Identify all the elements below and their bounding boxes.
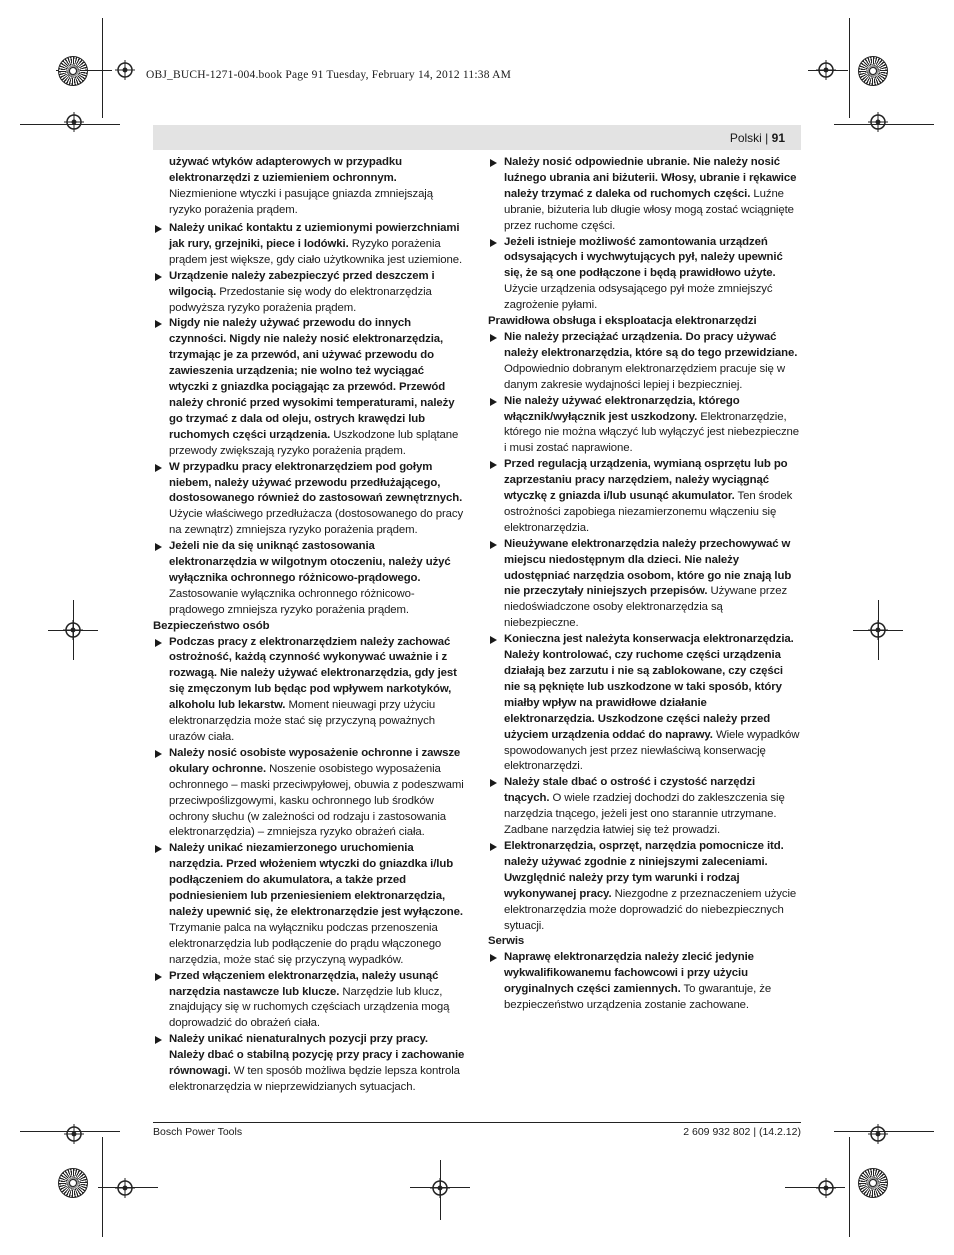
footer-rule bbox=[153, 1122, 801, 1123]
registration-disc-icon bbox=[858, 56, 888, 86]
list-item bbox=[153, 221, 465, 269]
bullet-triangle-icon bbox=[490, 239, 497, 247]
section-heading: Serwis bbox=[488, 935, 525, 948]
item-body-text: Niezmienione wtyczki i pasujące gniazda zmniejszają ryzyko porażenia prądem. bbox=[169, 187, 433, 216]
header-separator: | bbox=[761, 131, 772, 145]
registration-disc-icon bbox=[858, 1168, 888, 1198]
list-item bbox=[488, 394, 800, 458]
list-item bbox=[153, 841, 465, 968]
crosshair-icon bbox=[868, 112, 888, 132]
item-body-text: Trzymanie palca na wyłączniku podczas przenoszenia elektronarzędzia lub podłączenie do prądu włączonego narzędzia, może stać się przyczyną wypadków. bbox=[169, 921, 442, 966]
item-bold-text: Należy stale dbać o ostrość i czystość narzędzi tnących. bbox=[504, 776, 756, 805]
item-body-text: Wiele wypadków spowodowanych jest przez niewłaściwą konserwację elektronarzędzi. bbox=[504, 728, 800, 773]
item-bold-text: Urządzenie należy zabezpieczyć przed deszczem i wilgocią. bbox=[169, 269, 435, 298]
list-item bbox=[153, 635, 465, 746]
header-language: Polski bbox=[729, 131, 762, 145]
crosshair-icon bbox=[115, 1178, 135, 1198]
right-column bbox=[488, 155, 800, 1014]
registration-disc-icon bbox=[58, 1168, 88, 1198]
registration-disc-icon bbox=[58, 56, 88, 86]
item-bold-text: Nigdy nie należy używać przewodu do innych czynności. Nigdy nie należy nosić elektronarzędzia, trzymając je za przewód, ani używać przewodu do zawieszenia urządzenia; nie wolno też wyciągać wtyczki z gniazdka pociągając za przewód. Przewód należy chronić przed wysokimi temperaturami, należy go trzymać z dala od oleju, ostrych krawędzi lub ruchomych części urządzenia. bbox=[169, 317, 455, 441]
crosshair-icon bbox=[64, 1124, 84, 1144]
item-bold-text: Nie należy przeciążać urządzenia. Do pracy używać należy elektronarzędzia, które są do tego przewidziane. bbox=[504, 330, 798, 359]
crosshair-icon bbox=[64, 112, 84, 132]
item-bold-text: Przed regulacją urządzenia, wymianą osprzętu lub po zaprzestaniu pracy narzędziem, należy wyciągnąć wtyczkę z gniazda i/lub usunąć akumulator. bbox=[504, 458, 788, 503]
item-body-text: Użycie urządzenia odsysającego pył może zmniejszyć zagrożenie pyłami. bbox=[504, 283, 773, 312]
list-item bbox=[153, 269, 465, 317]
crosshair-icon bbox=[430, 1178, 450, 1198]
footer-doc-number: 2 609 932 802 | (14.2.12) bbox=[683, 1126, 801, 1138]
item-bold-text: W przypadku pracy elektronarzędziem pod gołym niebem, należy używać przewodu przedłużającego, dostosowanego również do zastosowań zewnętrznych. bbox=[169, 460, 463, 505]
bullet-triangle-icon bbox=[490, 636, 497, 644]
bullet-triangle-icon bbox=[155, 273, 162, 281]
item-body-text: Ten środek ostrożności zapobiega niezamierzonemu włączeniu się elektronarzędzia. bbox=[504, 490, 793, 534]
item-bold-text: Nie należy używać elektronarzędzia, którego włącznik/wyłącznik jest uszkodzony. bbox=[504, 394, 740, 423]
list-item bbox=[488, 330, 800, 394]
item-body-text: Uszkodzone lub splątane przewody zwiększają ryzyko porażenia prądem. bbox=[169, 428, 459, 457]
list-item bbox=[153, 969, 465, 1033]
item-body-text: O wiele rzadziej dochodzi do zakleszczenia się narzędzia tnącego, jeżeli jest ono starannie utrzymane. Zadbane narzędzia łatwiej się też prowadzi. bbox=[504, 792, 785, 837]
item-bold-text: Nieużywane elektronarzędzia należy przechowywać w miejscu niedostępnym dla dzieci. Nie należy udostępniać narzędzia osobom, które go nie znają lub nie przeczytały niniejszych przepisów. bbox=[504, 537, 792, 598]
page-header bbox=[153, 125, 801, 150]
item-bold-text: używać wtyków adapterowych w przypadku elektronarzędzi z uziemieniem ochronnym. bbox=[169, 156, 402, 184]
left-column bbox=[153, 155, 465, 1096]
item-body-text: Elektronarzędzie, którego nie można włączyć lub wyłączyć jest niebezpieczne i musi zostać naprawione. bbox=[504, 410, 800, 455]
print-slug: OBJ_BUCH-1271-004.book Page 91 Tuesday, February 14, 2012 11:38 AM bbox=[146, 69, 512, 81]
bullet-triangle-icon bbox=[490, 398, 497, 406]
page-number: 91 bbox=[771, 131, 785, 145]
item-body-text: Luźne ubranie, biżuteria lub długie włosy mogą zostać wciągnięte przez ruchome części. bbox=[504, 187, 794, 232]
item-bold-text: Podczas pracy z elektronarzędziem należy zachować ostrożność, każdą czynność wykonywać uważnie i z rozwagą. Nie należy używać elektronarzędzia, gdy jest się zmęczonym lub będąc pod wpływem narkotyków, alkoholu lub lekarstw. bbox=[169, 635, 457, 712]
list-item bbox=[488, 537, 800, 632]
list-item bbox=[488, 457, 800, 537]
item-bold-text: Elektronarzędzia, osprzęt, narzędzia pomocnicze itd. należy używać zgodnie z niniejszymi zaleceniami. Uwzględnić należy przy tym warunki i rodzaj wykonywanej pracy. bbox=[504, 839, 784, 900]
item-body-text: Używane przez niedoświadczone osoby elektronarzędzia są niebezpieczne. bbox=[504, 585, 788, 630]
bullet-triangle-icon bbox=[155, 750, 162, 758]
item-bold-text: Należy unikać kontaktu z uziemionymi powierzchniami jak rury, grzejniki, piece i lodówki. bbox=[169, 222, 460, 250]
crosshair-icon bbox=[868, 620, 888, 640]
item-body-text: Narzędzie lub klucz, znajdujący się w ruchomych częściach urządzenia mogą doprowadzić do obrażeń ciała. bbox=[169, 985, 450, 1030]
list-item bbox=[488, 775, 800, 839]
crosshair-icon bbox=[115, 60, 135, 80]
item-bold-text: Należy unikać nienaturalnych pozycji przy pracy. Należy dbać o stabilną pozycję przy pracy i zachowanie równowagi. bbox=[169, 1033, 465, 1078]
item-body-text: Przedostanie się wody do elektronarzędzia podwyższa ryzyko porażenia prądem. bbox=[169, 285, 432, 314]
item-bold-text: Należy nosić osobiste wyposażenie ochronne i zawsze okulary ochronne. bbox=[169, 746, 461, 775]
crosshair-icon bbox=[868, 1124, 888, 1144]
crosshair-icon bbox=[816, 1178, 836, 1198]
footer-publisher: Bosch Power Tools bbox=[153, 1126, 243, 1138]
item-bold-text: Jeżeli istnieje możliwość zamontowania urządzeń odsysających i wychwytujących pył, należy upewnić się, że są one podłączone i będą prawidłowo użyte. bbox=[504, 235, 783, 280]
item-body-text: Odpowiednio dobranym elektronarzędziem pracuje się w danym zakresie wydajności lepiej i bezpieczniej. bbox=[504, 362, 785, 391]
item-body-text: Noszenie osobistego wyposażenia ochronnego – maski przeciwpyłowej, obuwia z podeszwami przeciwpoślizgowymi, kasku ochronnego lub środków ochrony słuchu (w zależności od rodzaju i zastosowania elektronarzędzia) – zmniejsza ryzyko obrażeń ciała. bbox=[169, 762, 464, 839]
item-body-text: W ten sposób możliwa będzie lepsza kontrola elektronarzędzia w nieprzewidzianych sytuacjach. bbox=[169, 1065, 460, 1093]
list-item bbox=[153, 316, 465, 459]
bullet-triangle-icon bbox=[490, 541, 497, 549]
item-bold-text: Należy unikać niezamierzonego uruchomienia narzędzia. Przed włożeniem wtyczki do gniazdka i/lub podłączeniem do akumulatora, a także przed podniesieniem lub przeniesieniem elektronarzędzia, należy upewnić się, że elektronarzędzie jest wyłączone. bbox=[169, 842, 463, 918]
list-item bbox=[153, 460, 465, 540]
bullet-triangle-icon bbox=[490, 159, 497, 167]
item-body-text: Użycie właściwego przedłużacza (dostosowanego do pracy na zewnątrz) zmniejsza ryzyko porażenia prądem. bbox=[169, 508, 464, 537]
bullet-triangle-icon bbox=[155, 464, 162, 472]
bullet-triangle-icon bbox=[155, 225, 162, 233]
crosshair-icon bbox=[63, 620, 83, 640]
section-heading: Bezpieczeństwo osób bbox=[153, 619, 270, 632]
item-body-text: Zastosowanie wyłącznika ochronnego różnicowo-prądowego zmniejsza ryzyko porażenia prądem. bbox=[169, 587, 415, 616]
bullet-triangle-icon bbox=[490, 954, 497, 962]
item-body-text: Ryzyko porażenia prądem jest większe, gdy ciało użytkownika jest uziemione. bbox=[169, 237, 463, 266]
item-bold-text: Przed włączeniem elektronarzędzia, należy usunąć narzędzia nastawcze lub klucze. bbox=[169, 969, 439, 998]
list-item-continued bbox=[153, 155, 465, 219]
section-heading: Prawidłowa obsługa i eksploatacja elektronarzędzi bbox=[488, 315, 757, 328]
bullet-triangle-icon bbox=[490, 843, 497, 851]
item-body-text: Moment nieuwagi przy użyciu elektronarzędzia może stać się przyczyną poważnych urazów ciała. bbox=[169, 699, 436, 744]
list-item bbox=[153, 1032, 465, 1096]
item-body-text: Niezgodne z przeznaczeniem użycie elektronarzędzia może doprowadzić do niebezpiecznych sytuacji. bbox=[504, 887, 797, 932]
bullet-triangle-icon bbox=[155, 320, 162, 328]
list-item bbox=[488, 632, 800, 775]
list-item bbox=[153, 539, 465, 619]
bullet-triangle-icon bbox=[155, 845, 162, 853]
bullet-triangle-icon bbox=[155, 1036, 162, 1044]
list-item bbox=[153, 746, 465, 841]
item-bold-text: Naprawę elektronarzędzia należy zlecić jedynie wykwalifikowanemu fachowcowi i przy użyciu oryginalnych części zamiennych. bbox=[504, 951, 754, 996]
bullet-triangle-icon bbox=[155, 973, 162, 981]
list-item bbox=[488, 155, 800, 235]
item-bold-text: Konieczna jest należyta konserwacja elektronarzędzia. Należy kontrolować, czy ruchome części urządzenia działają bez zarzutu i nie są zablokowane, czy części nie są pęknięte lub uszkodzone w taki sposób, który miałby wpływ na prawidłowe działanie elektronarzędzia. Uszkodzone części należy przed użyciem urządzenia oddać do naprawy. bbox=[504, 633, 794, 741]
bullet-triangle-icon bbox=[155, 543, 162, 551]
item-bold-text: Należy nosić odpowiednie ubranie. Nie należy nosić luźnego ubrania ani biżuterii. Włosy, ubranie i rękawice należy trzymać z daleka od ruchomych części. bbox=[504, 156, 797, 200]
list-item bbox=[488, 839, 800, 934]
bullet-triangle-icon bbox=[490, 334, 497, 342]
item-bold-text: Jeżeli nie da się uniknąć zastosowania elektronarzędzia w wilgotnym otoczeniu, należy użyć wyłącznika ochronnego różnicowo-prądowego. bbox=[169, 540, 451, 584]
crosshair-icon bbox=[816, 60, 836, 80]
item-body-text: To gwarantuje, że bezpieczeństwo urządzenia zostanie zachowane. bbox=[504, 983, 772, 1012]
list-item bbox=[488, 235, 800, 315]
bullet-triangle-icon bbox=[490, 461, 497, 469]
bullet-triangle-icon bbox=[490, 779, 497, 787]
list-item bbox=[488, 950, 800, 1014]
bullet-triangle-icon bbox=[155, 639, 162, 647]
